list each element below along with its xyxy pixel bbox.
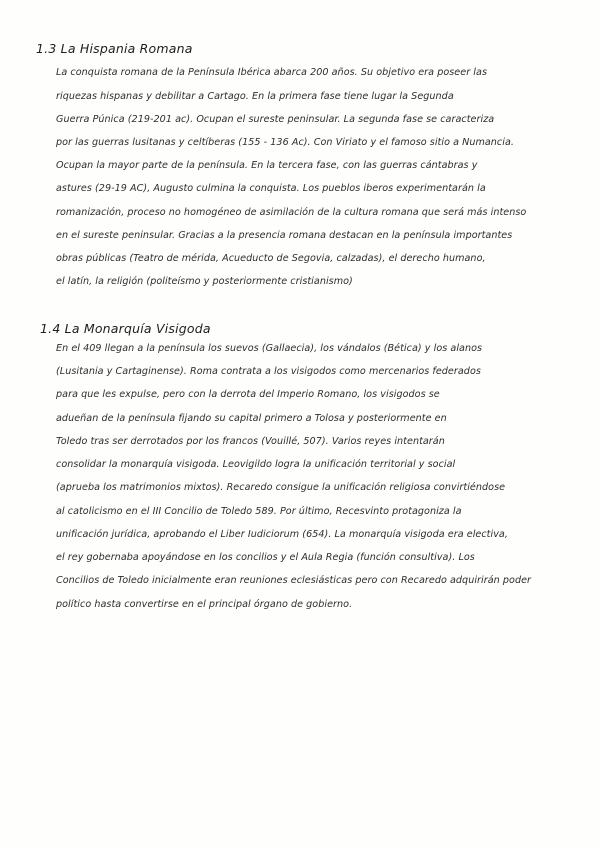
text-line: en el sureste peninsular. Gracias a la presencia romana destacan en la península importantes xyxy=(56,230,513,241)
text-line: Concilios de Toledo inicialmente eran reuniones eclesiásticas pero con Recaredo adquirirán poder xyxy=(56,575,532,586)
text-line: el latín, la religión (politeísmo y posteriormente cristianismo) xyxy=(56,276,353,287)
text-line: consolidar la monarquía visigoda. Leovigildo logra la unificación territorial y social xyxy=(56,459,456,470)
section-heading-hispania-romana: 1.3 La Hispania Romana xyxy=(36,41,193,56)
text-line: adueñan de la península fijando su capital primero a Tolosa y posteriormente en xyxy=(56,413,447,424)
text-line: Guerra Púnica (219-201 ac). Ocupan el sureste peninsular. La segunda fase se caracteriza xyxy=(56,114,495,125)
section-heading-monarquia-visigoda: 1.4 La Monarquía Visigoda xyxy=(40,321,211,336)
text-line: (aprueba los matrimonios mixtos). Recaredo consigue la unificación religiosa convirtiéndose xyxy=(56,482,506,493)
text-line: romanización, proceso no homogéneo de asimilación de la cultura romana que será más intenso xyxy=(56,207,527,218)
text-line: La conquista romana de la Península Ibérica abarca 200 años. Su objetivo era poseer las xyxy=(56,67,488,78)
text-line: el rey gobernaba apoyándose en los concilios y el Aula Regia (función consultiva). Los xyxy=(56,552,475,563)
text-line: (Lusitania y Cartaginense). Roma contrata a los visigodos como mercenarios federados xyxy=(56,366,481,377)
text-line: unificación jurídica, aprobando el Liber Iudiciorum (654). La monarquía visigoda era electiva, xyxy=(56,529,508,540)
text-line: para que les expulse, pero con la derrota del Imperio Romano, los visigodos se xyxy=(56,389,440,400)
text-line: Ocupan la mayor parte de la península. En la tercera fase, con las guerras cántabras y xyxy=(56,160,478,171)
text-line: por las guerras lusitanas y celtíberas (155 - 136 Ac). Con Viriato y el famoso sitio a Numancia. xyxy=(56,137,515,148)
text-line: al catolicismo en el III Concilio de Toledo 589. Por último, Recesvinto protagoniza la xyxy=(56,506,462,517)
text-line: político hasta convertirse en el principal órgano de gobierno. xyxy=(56,599,353,610)
text-line: astures (29-19 AC), Augusto culmina la conquista. Los pueblos iberos experimentarán la xyxy=(56,183,486,194)
text-line: Toledo tras ser derrotados por los francos (Vouillé, 507). Varios reyes intentarán xyxy=(56,436,445,447)
text-line: En el 409 llegan a la península los suevos (Gallaecia), los vándalos (Bética) y los alanos xyxy=(56,343,483,354)
text-line: riquezas hispanas y debilitar a Cartago. En la primera fase tiene lugar la Segunda xyxy=(56,91,454,102)
text-line: obras públicas (Teatro de mérida, Acueducto de Segovia, calzadas), el derecho humano, xyxy=(56,253,486,264)
